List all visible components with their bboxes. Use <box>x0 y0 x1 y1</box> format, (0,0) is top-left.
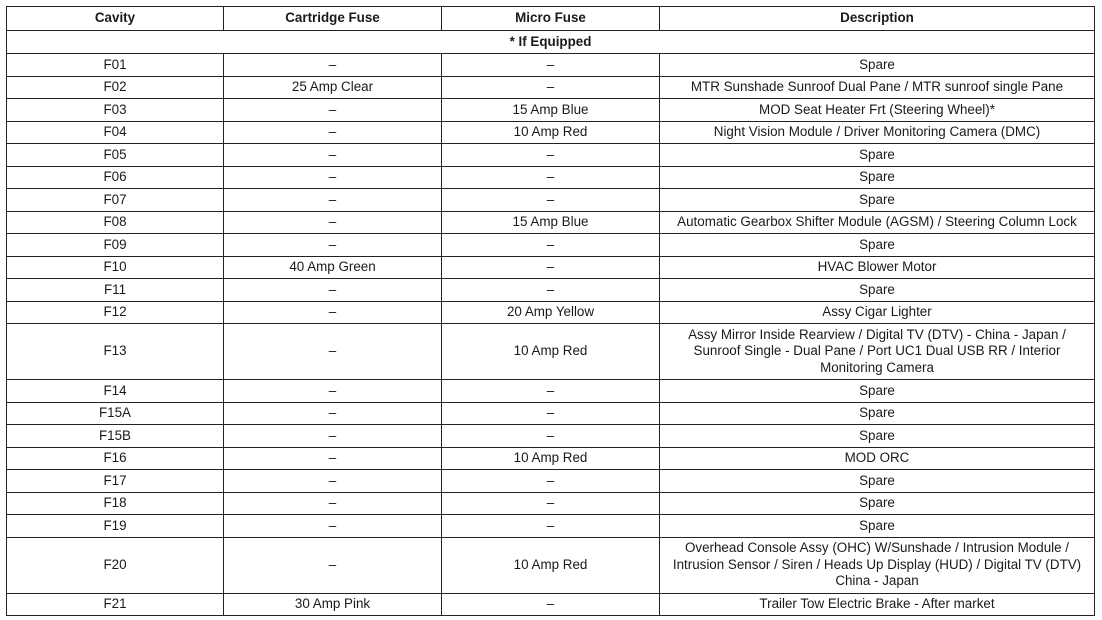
description-cell: Trailer Tow Electric Brake - After market <box>660 593 1095 616</box>
cavity-cell: F05 <box>7 144 224 167</box>
cartridge-fuse-cell: – <box>224 166 442 189</box>
fuse-table <box>6 6 1095 616</box>
table-body <box>7 54 1095 616</box>
cavity-cell: F11 <box>7 279 224 302</box>
header-description: Description <box>660 7 1095 31</box>
description-cell: Spare <box>660 189 1095 212</box>
micro-fuse-cell: – <box>442 256 660 279</box>
cartridge-fuse-cell: – <box>224 301 442 324</box>
header-row <box>7 7 1095 31</box>
description-cell: Spare <box>660 515 1095 538</box>
cavity-cell: F14 <box>7 380 224 403</box>
description-cell: Spare <box>660 380 1095 403</box>
table-row <box>7 99 1095 122</box>
micro-fuse-cell: – <box>442 593 660 616</box>
micro-fuse-cell: 20 Amp Yellow <box>442 301 660 324</box>
description-cell: Assy Cigar Lighter <box>660 301 1095 324</box>
table-row <box>7 301 1095 324</box>
description-cell: Night Vision Module / Driver Monitoring Camera (DMC) <box>660 121 1095 144</box>
cavity-cell: F12 <box>7 301 224 324</box>
micro-fuse-cell: – <box>442 515 660 538</box>
micro-fuse-cell: – <box>442 279 660 302</box>
cavity-cell: F15A <box>7 402 224 425</box>
cartridge-fuse-cell: – <box>224 492 442 515</box>
table-row <box>7 256 1095 279</box>
description-cell: HVAC Blower Motor <box>660 256 1095 279</box>
micro-fuse-cell: 10 Amp Red <box>442 121 660 144</box>
cartridge-fuse-cell: – <box>224 189 442 212</box>
cartridge-fuse-cell: – <box>224 144 442 167</box>
table-row <box>7 425 1095 448</box>
if-equipped-note: * If Equipped <box>7 31 1095 54</box>
micro-fuse-cell: – <box>442 76 660 99</box>
description-cell: Spare <box>660 279 1095 302</box>
table-row <box>7 76 1095 99</box>
table-row <box>7 54 1095 77</box>
header-micro-fuse: Micro Fuse <box>442 7 660 31</box>
table-row <box>7 537 1095 593</box>
note-row <box>7 31 1095 54</box>
table-row <box>7 144 1095 167</box>
header-cartridge-fuse: Cartridge Fuse <box>224 7 442 31</box>
table-row <box>7 189 1095 212</box>
description-cell: MOD Seat Heater Frt (Steering Wheel)* <box>660 99 1095 122</box>
micro-fuse-cell: – <box>442 402 660 425</box>
cartridge-fuse-cell: – <box>224 279 442 302</box>
cavity-cell: F17 <box>7 470 224 493</box>
description-cell: Spare <box>660 166 1095 189</box>
table-row <box>7 324 1095 380</box>
micro-fuse-cell: – <box>442 380 660 403</box>
cavity-cell: F20 <box>7 537 224 593</box>
cavity-cell: F04 <box>7 121 224 144</box>
cavity-cell: F10 <box>7 256 224 279</box>
cavity-cell: F21 <box>7 593 224 616</box>
cartridge-fuse-cell: – <box>224 121 442 144</box>
cartridge-fuse-cell: – <box>224 470 442 493</box>
cavity-cell: F18 <box>7 492 224 515</box>
description-cell: Spare <box>660 402 1095 425</box>
header-cavity: Cavity <box>7 7 224 31</box>
cartridge-fuse-cell: – <box>224 537 442 593</box>
cartridge-fuse-cell: – <box>224 425 442 448</box>
table-row <box>7 279 1095 302</box>
micro-fuse-cell: – <box>442 144 660 167</box>
table-row <box>7 121 1095 144</box>
cavity-cell: F15B <box>7 425 224 448</box>
cartridge-fuse-cell: 25 Amp Clear <box>224 76 442 99</box>
micro-fuse-cell: – <box>442 492 660 515</box>
micro-fuse-cell: – <box>442 470 660 493</box>
table-row <box>7 211 1095 234</box>
cartridge-fuse-cell: – <box>224 515 442 538</box>
cavity-cell: F03 <box>7 99 224 122</box>
cavity-cell: F09 <box>7 234 224 257</box>
cavity-cell: F19 <box>7 515 224 538</box>
table-row <box>7 402 1095 425</box>
description-cell: Assy Mirror Inside Rearview / Digital TV (DTV) - China - Japan / Sunroof Single - Dual Pane / Port UC1 Dual USB RR / Interior Monitoring Camera <box>660 324 1095 380</box>
micro-fuse-cell: 15 Amp Blue <box>442 99 660 122</box>
description-cell: MOD ORC <box>660 447 1095 470</box>
cartridge-fuse-cell: – <box>224 402 442 425</box>
cavity-cell: F08 <box>7 211 224 234</box>
cartridge-fuse-cell: – <box>224 99 442 122</box>
cavity-cell: F06 <box>7 166 224 189</box>
description-cell: Spare <box>660 54 1095 77</box>
micro-fuse-cell: 10 Amp Red <box>442 447 660 470</box>
micro-fuse-cell: 10 Amp Red <box>442 537 660 593</box>
table-row <box>7 447 1095 470</box>
cavity-cell: F07 <box>7 189 224 212</box>
cartridge-fuse-cell: – <box>224 324 442 380</box>
micro-fuse-cell: – <box>442 166 660 189</box>
table-row <box>7 593 1095 616</box>
table-row <box>7 515 1095 538</box>
cartridge-fuse-cell: 30 Amp Pink <box>224 593 442 616</box>
micro-fuse-cell: – <box>442 189 660 212</box>
cartridge-fuse-cell: – <box>224 447 442 470</box>
description-cell: Spare <box>660 144 1095 167</box>
cartridge-fuse-cell: – <box>224 234 442 257</box>
table-row <box>7 380 1095 403</box>
description-cell: MTR Sunshade Sunroof Dual Pane / MTR sunroof single Pane <box>660 76 1095 99</box>
micro-fuse-cell: – <box>442 425 660 448</box>
table-row <box>7 166 1095 189</box>
description-cell: Spare <box>660 492 1095 515</box>
cartridge-fuse-cell: 40 Amp Green <box>224 256 442 279</box>
table-row <box>7 470 1095 493</box>
cartridge-fuse-cell: – <box>224 211 442 234</box>
table-row <box>7 492 1095 515</box>
description-cell: Spare <box>660 470 1095 493</box>
micro-fuse-cell: 10 Amp Red <box>442 324 660 380</box>
micro-fuse-cell: – <box>442 234 660 257</box>
description-cell: Spare <box>660 234 1095 257</box>
cartridge-fuse-cell: – <box>224 54 442 77</box>
cavity-cell: F01 <box>7 54 224 77</box>
micro-fuse-cell: – <box>442 54 660 77</box>
micro-fuse-cell: 15 Amp Blue <box>442 211 660 234</box>
table-row <box>7 234 1095 257</box>
cavity-cell: F13 <box>7 324 224 380</box>
description-cell: Spare <box>660 425 1095 448</box>
description-cell: Overhead Console Assy (OHC) W/Sunshade / Intrusion Module / Intrusion Sensor / Siren / Heads Up Display (HUD) / Digital TV (DTV) China - Japan <box>660 537 1095 593</box>
cartridge-fuse-cell: – <box>224 380 442 403</box>
cavity-cell: F16 <box>7 447 224 470</box>
cavity-cell: F02 <box>7 76 224 99</box>
description-cell: Automatic Gearbox Shifter Module (AGSM) / Steering Column Lock <box>660 211 1095 234</box>
